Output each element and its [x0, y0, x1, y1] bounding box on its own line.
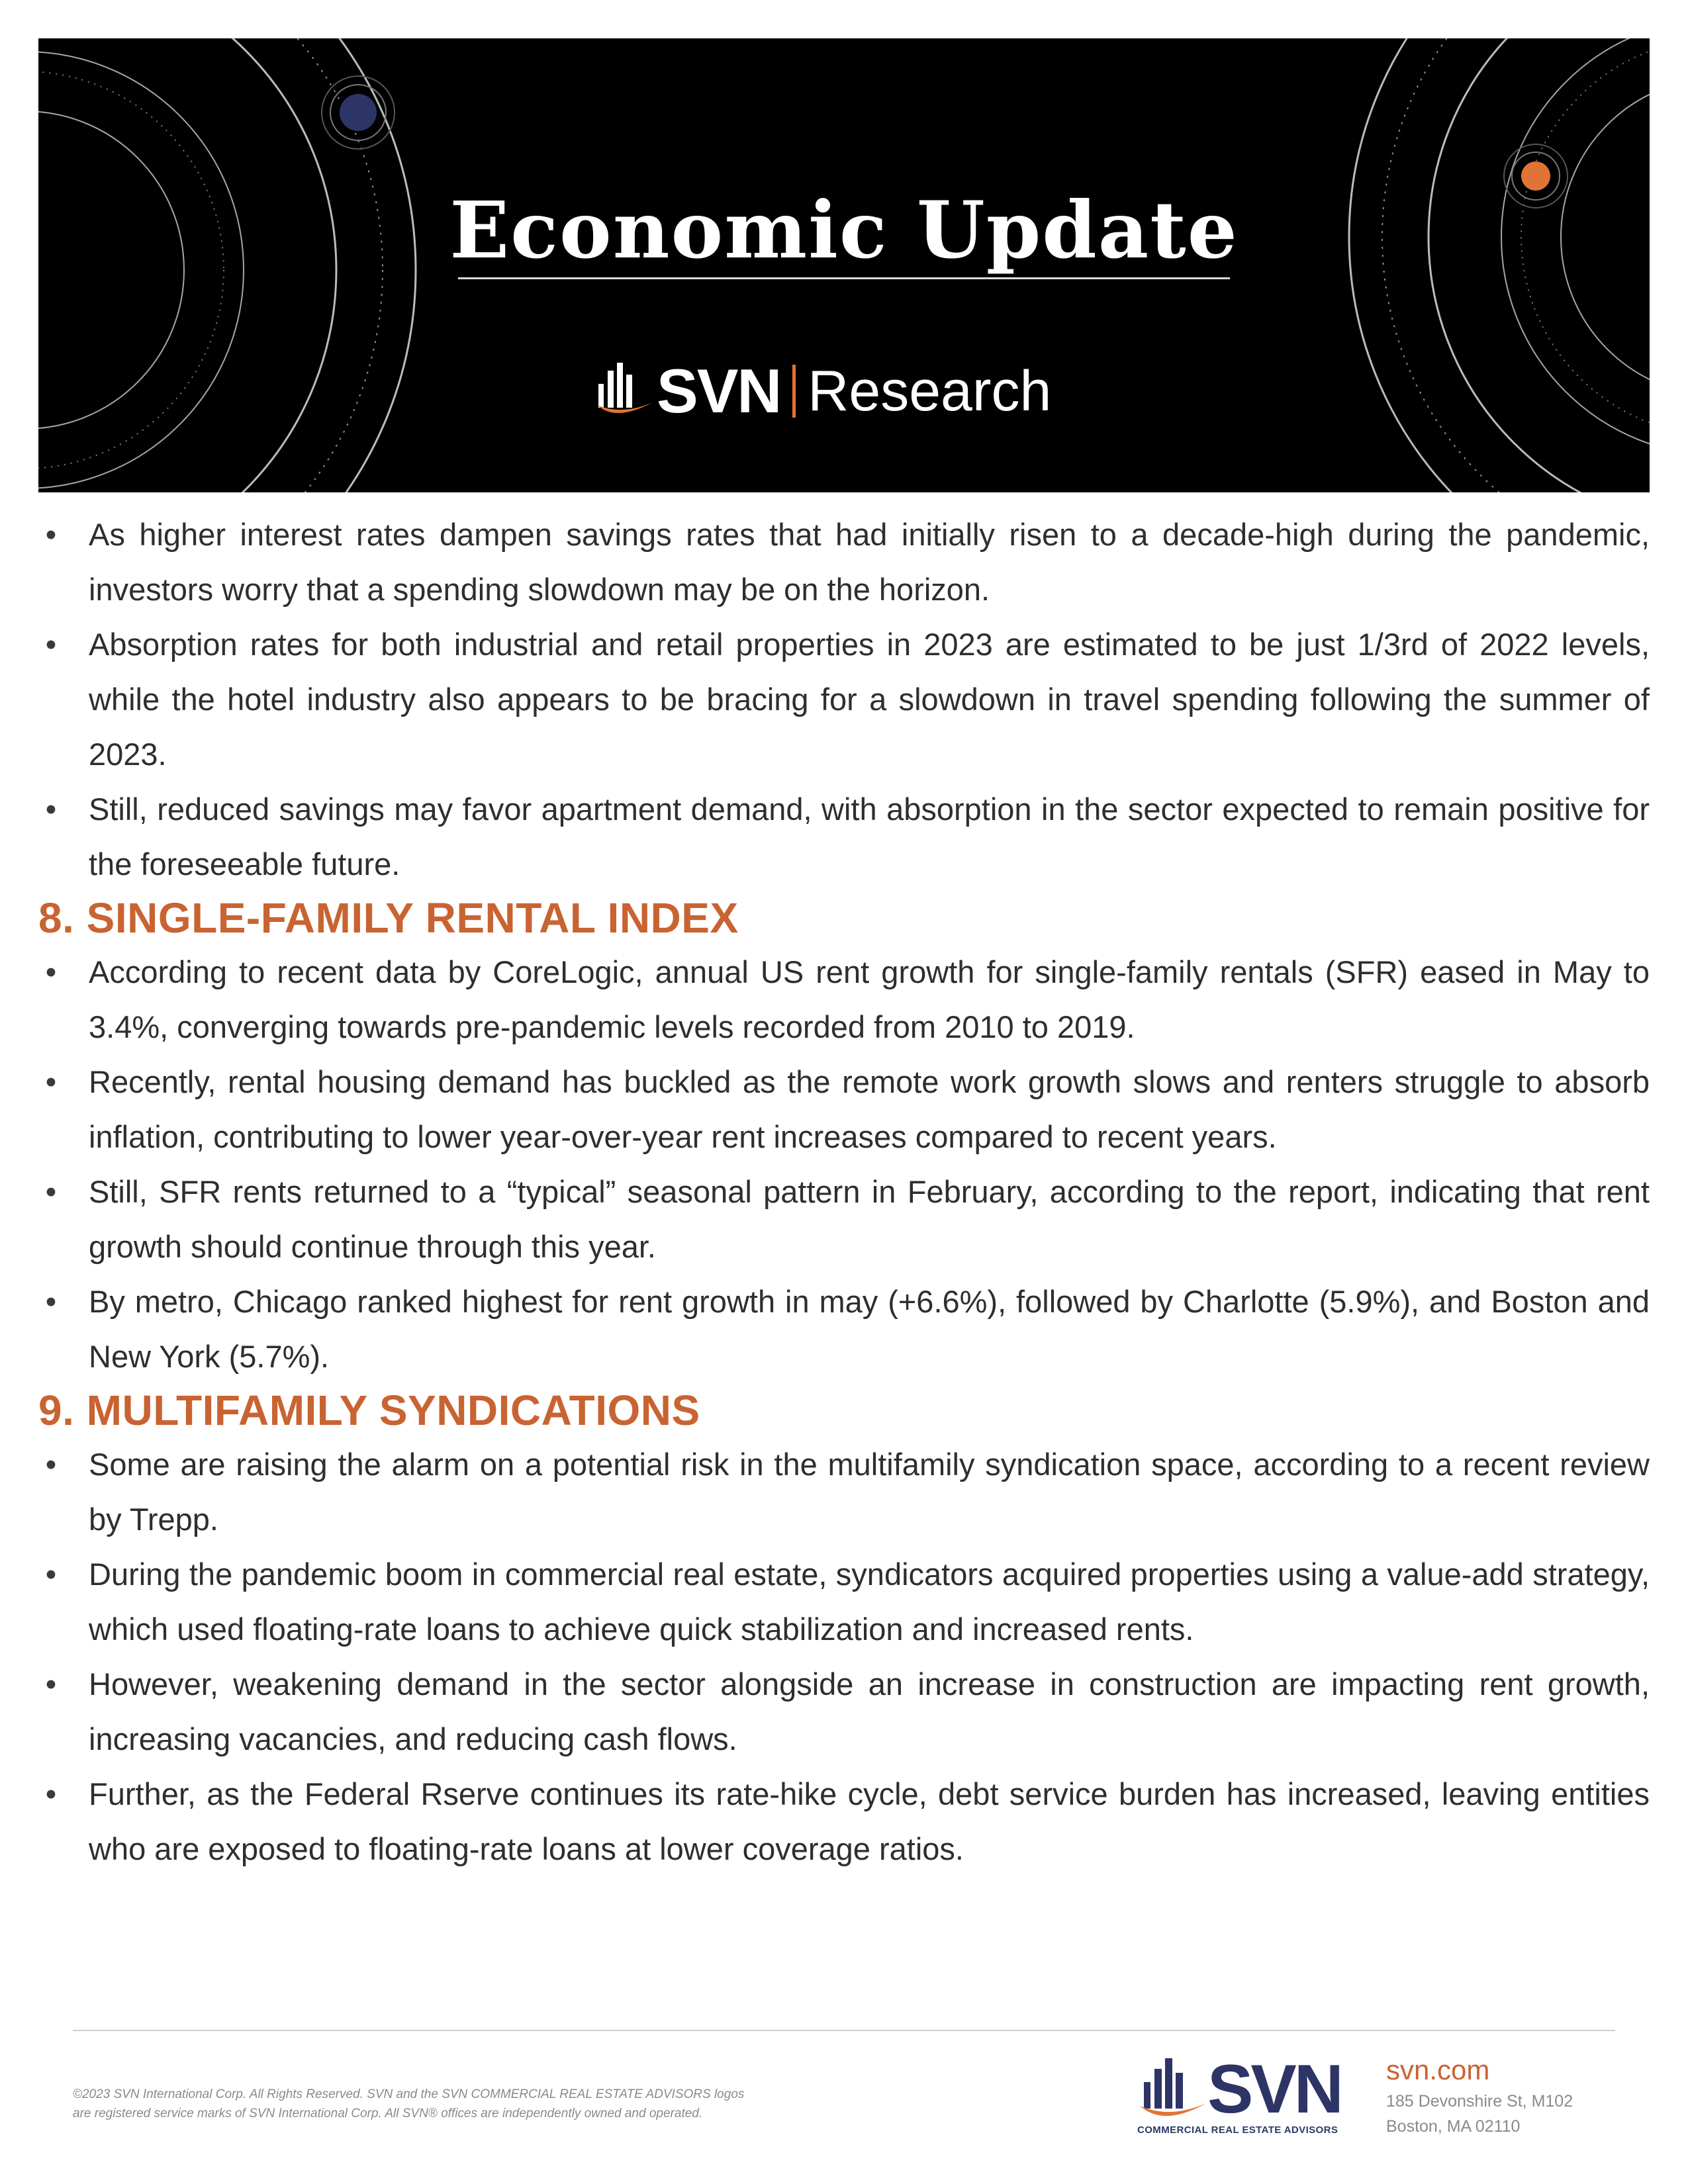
section-heading-multifamily: 9. MULTIFAMILY SYNDICATIONS — [38, 1387, 700, 1434]
svn-footer-logo[interactable] — [1137, 2052, 1362, 2138]
logo-tagline: COMMERCIAL REAL ESTATE ADVISORS — [1137, 2124, 1338, 2136]
intro-bullet-list — [38, 507, 1650, 891]
bullet-icon: • — [45, 792, 57, 827]
copyright-notice: ©2023 SVN International Corp. All Rights Reserved. SVN and the SVN COMMERCIAL REAL ESTATE ADVISORS logos are registered service marks of SVN International Corp. All SVN® offices are independently owned and operated. — [73, 2087, 745, 2120]
list-item: • During the pandemic boom in commercial real estate, syndicators acquired properties using a value-add strategy, which used floating-rate loans to achieve quick stabilization and increased rents. — [38, 1547, 1650, 1657]
sfr-bullet-list — [38, 944, 1650, 1384]
bullet-icon: • — [45, 1776, 57, 1811]
list-item: • Still, reduced savings may favor apartment demand, with absorption in the sector expected to remain positive for the foreseeable future. — [38, 782, 1650, 891]
list-item: • Still, SFR rents returned to a “typical” seasonal pattern in February, according to the report, indicating that rent growth should continue through this year. — [38, 1164, 1650, 1274]
contact-block — [1386, 2052, 1611, 2139]
list-item: • According to recent data by CoreLogic, annual US rent growth for single-family rentals (SFR) eased in May to 3.4%, converging towards pre-pandemic levels recorded from 2010 to 2019. — [38, 944, 1650, 1054]
address-line-2: Boston, MA 02110 — [1386, 2117, 1521, 2136]
bullet-icon: • — [45, 1557, 57, 1592]
svn-swoosh-icon — [596, 361, 654, 421]
address-line-1: 185 Devonshire St, M102 — [1386, 2092, 1573, 2111]
section-heading-sfr: 8. SINGLE-FAMILY RENTAL INDEX — [38, 894, 739, 942]
bullet-icon: • — [45, 1064, 57, 1099]
brand-divider — [792, 365, 796, 418]
list-item: • Absorption rates for both industrial and retail properties in 2023 are estimated to be just 1/3rd of 2022 levels, while the hotel industry also appears to be bracing for a slowdown in travel spending following the summer of 2023. — [38, 617, 1650, 782]
header-banner — [38, 38, 1650, 492]
bullet-icon: • — [45, 627, 57, 662]
list-item: • Further, as the Federal Rserve continues its rate-hike cycle, debt service burden has increased, leaving entities who are exposed to floating-rate loans at lower coverage ratios. — [38, 1766, 1650, 1876]
list-item: • By metro, Chicago ranked highest for rent growth in may (+6.6%), followed by Charlotte (5.9%), and Boston and New York (5.7%). — [38, 1274, 1650, 1384]
bullet-icon: • — [45, 1666, 57, 1702]
website-link[interactable]: svn.com — [1386, 2054, 1490, 2085]
list-item: • Recently, rental housing demand has buckled as the remote work growth slows and renters struggle to absorb inflation, contributing to lower year-over-year rent increases compared to recent years. — [38, 1054, 1650, 1164]
footer-divider — [73, 2030, 1615, 2031]
bullet-icon: • — [45, 954, 57, 989]
list-item: • As higher interest rates dampen savings rates that had initially risen to a decade-high during the pandemic, investors worry that a spending slowdown may be on the horizon. — [38, 507, 1650, 617]
brand-subtitle: Research — [808, 359, 1052, 423]
bullet-icon: • — [45, 1174, 57, 1209]
page-title: Economic Update — [449, 184, 1239, 276]
list-item: • Some are raising the alarm on a potential risk in the multifamily syndication space, according to a recent review by Trepp. — [38, 1437, 1650, 1547]
multifamily-bullet-list — [38, 1437, 1650, 1876]
title-divider — [458, 277, 1230, 279]
brand-name: SVN — [657, 356, 781, 426]
article-body — [38, 507, 1650, 1876]
bullet-icon: • — [45, 517, 57, 552]
svn-logo-icon — [1137, 2052, 1362, 2124]
bullet-icon: • — [45, 1447, 57, 1482]
list-item: • However, weakening demand in the sector alongside an increase in construction are impacting rent growth, increasing vacancies, and reducing cash flows. — [38, 1657, 1650, 1766]
logo-wordmark: SVN — [1207, 2052, 1341, 2124]
bullet-icon: • — [45, 1284, 57, 1319]
svn-research-logo — [596, 355, 1051, 428]
